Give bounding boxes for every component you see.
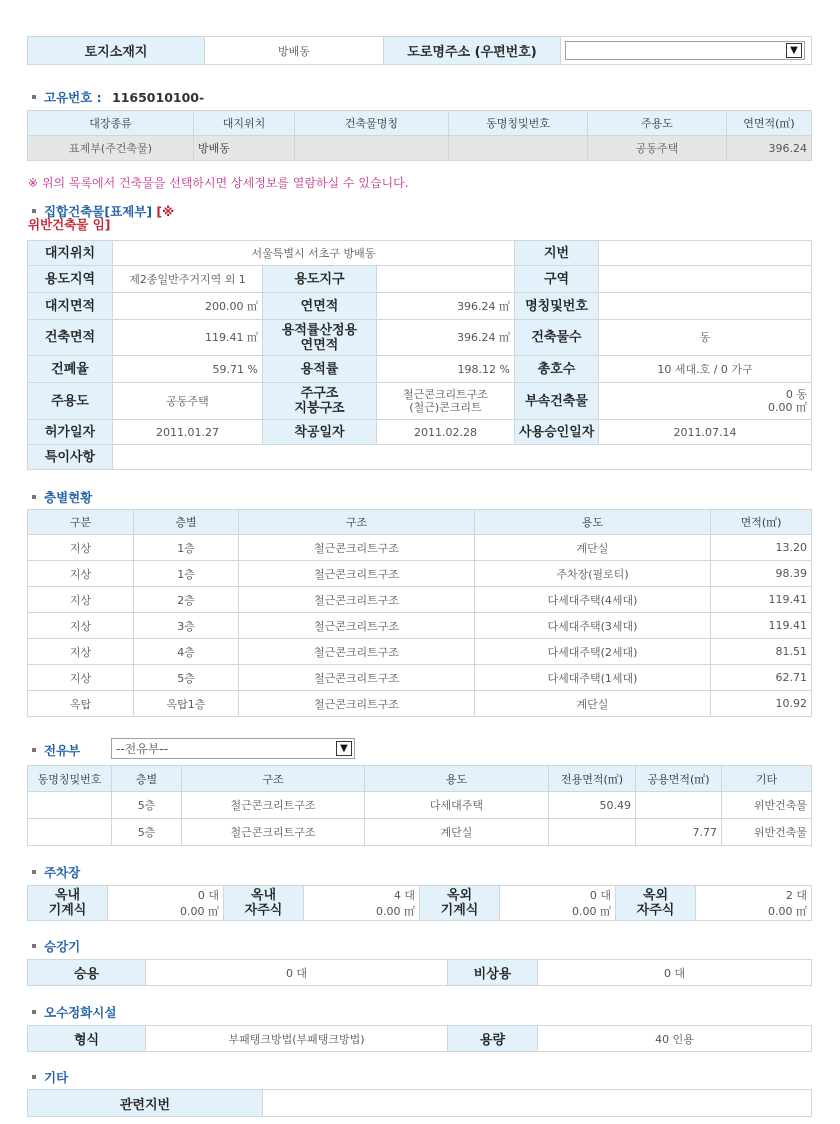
elevator-heading (32, 937, 80, 955)
unit-structure: 철근콘크리트구조 (182, 819, 365, 846)
unique-number-value: 1165010100- (112, 90, 205, 105)
floor-type: 지상 (28, 535, 134, 561)
table-row (28, 613, 812, 639)
floor-area: 81.51 (711, 639, 812, 665)
floor-area: 62.71 (711, 665, 812, 691)
site-location-value: 서울특별시 서초구 방배동 (113, 241, 515, 266)
floor-structure: 철근콘크리트구조 (239, 665, 475, 691)
floor-use: 다세대주택(3세대) (475, 613, 711, 639)
floor-use: 다세대주택(2세대) (475, 639, 711, 665)
far-area-value: 396.24 ㎡ (377, 320, 515, 356)
floor-area: 10.92 (711, 691, 812, 717)
bullet-icon (32, 95, 36, 99)
unit-use: 계단실 (365, 819, 549, 846)
main-use-label: 주용도 (28, 383, 113, 420)
register-list-row[interactable] (28, 136, 812, 161)
parking-area: 0.00 ㎡ (376, 905, 415, 918)
unit-common-area (636, 792, 722, 819)
register-location: 방배동 (194, 136, 295, 161)
elevator-emergency-value: 0 대 (538, 960, 812, 986)
floor-structure: 철근콘크리트구조 (239, 613, 475, 639)
road-address-label: 도로명주소 (우편번호) (384, 37, 561, 65)
district-value (377, 266, 515, 293)
bullet-icon (32, 748, 36, 752)
sewage-type-value: 부패탱크방법(부패탱크방법) (146, 1026, 448, 1052)
parking-outdoor-self-value (696, 886, 812, 921)
annex-area: 0.00 ㎡ (768, 401, 807, 414)
total-area-label: 연면적 (263, 293, 377, 320)
etc-title: 기타 (44, 1070, 69, 1085)
register-main-use: 공동주택 (588, 136, 727, 161)
parking-heading (32, 863, 80, 881)
floor-use: 계단실 (475, 691, 711, 717)
floor-level: 1층 (134, 561, 239, 587)
col-header: 전용면적(㎡) (549, 766, 636, 792)
table-row (28, 819, 812, 846)
floor-structure: 철근콘크리트구조 (239, 535, 475, 561)
floor-area: 119.41 (711, 613, 812, 639)
floor-type: 옥탑 (28, 691, 134, 717)
exclusive-header (28, 766, 812, 792)
bullet-icon (32, 209, 36, 213)
unit-floor: 5층 (112, 792, 182, 819)
col-header: 주용도 (588, 111, 727, 136)
location-bar (27, 36, 812, 65)
floors-table (27, 509, 812, 717)
bullet-icon (32, 1010, 36, 1014)
site-area-value: 200.00 ㎡ (113, 293, 263, 320)
register-list-table (27, 110, 812, 161)
parking-indoor-mech-label: 옥내 기계식 (28, 886, 108, 921)
unit-structure: 철근콘크리트구조 (182, 792, 365, 819)
building-count-label: 건축물수 (515, 320, 599, 356)
start-date-value: 2011.02.28 (377, 420, 515, 445)
households-value: 10 세대.호 / 0 가구 (599, 356, 812, 383)
road-address-select[interactable] (565, 41, 805, 60)
col-header: 구조 (239, 510, 475, 535)
parking-outdoor-mech-label: 옥외 기계식 (420, 886, 500, 921)
col-header: 동명칭및번호 (28, 766, 112, 792)
col-header: 구조 (182, 766, 365, 792)
floor-area: 13.20 (711, 535, 812, 561)
table-row (28, 665, 812, 691)
sewage-heading (32, 1003, 116, 1021)
notice-text: ※ 위의 목록에서 건축물을 선택하시면 상세정보를 열람하실 수 있습니다. (28, 176, 409, 190)
col-header: 동명칭및번호 (449, 111, 588, 136)
floor-use: 주차장(필로티) (475, 561, 711, 587)
parking-indoor-self-value (304, 886, 420, 921)
floor-type: 지상 (28, 639, 134, 665)
register-dong-name (449, 136, 588, 161)
special-notes-value (113, 445, 812, 470)
structure-value: 철근콘크리트구조 (철근)콘크리트 (377, 383, 515, 420)
related-lot-label: 관련지번 (28, 1090, 263, 1117)
parking-area: 0.00 ㎡ (768, 905, 807, 918)
unit-etc: 위반건축물 (722, 819, 812, 846)
etc-table (27, 1089, 812, 1117)
bcr-label: 건폐율 (28, 356, 113, 383)
sewage-capacity-value: 40 인용 (538, 1026, 812, 1052)
floor-structure: 철근콘크리트구조 (239, 561, 475, 587)
area-zone-label: 구역 (515, 266, 599, 293)
unit-common-area: 7.77 (636, 819, 722, 846)
floors-heading (32, 488, 92, 506)
exclusive-heading (32, 741, 80, 759)
floor-level: 2층 (134, 587, 239, 613)
related-lot-value (263, 1090, 812, 1117)
col-header: 용도 (365, 766, 549, 792)
permit-date-label: 허가일자 (28, 420, 113, 445)
zone-label: 용도지역 (28, 266, 113, 293)
road-address-cell (561, 37, 812, 65)
register-building-name (295, 136, 449, 161)
lot-label: 지번 (515, 241, 599, 266)
register-type: 표제부(주건축물) (28, 136, 194, 161)
permit-date-value: 2011.01.27 (113, 420, 263, 445)
table-row (28, 561, 812, 587)
sewage-type-label: 형식 (28, 1026, 146, 1052)
col-header: 건축물명칭 (295, 111, 449, 136)
floor-structure: 철근콘크리트구조 (239, 691, 475, 717)
floor-level: 1층 (134, 535, 239, 561)
parking-area: 0.00 ㎡ (572, 905, 611, 918)
unit-exclusive-area: 50.49 (549, 792, 636, 819)
floors-header (28, 510, 812, 535)
floor-level: 옥탑1층 (134, 691, 239, 717)
floor-use: 다세대주택(1세대) (475, 665, 711, 691)
chevron-down-icon: ▼ (336, 741, 352, 756)
bullet-icon (32, 495, 36, 499)
site-area-label: 대지면적 (28, 293, 113, 320)
building-count-value: 동 (599, 320, 812, 356)
floor-structure: 철근콘크리트구조 (239, 639, 475, 665)
floor-type: 지상 (28, 587, 134, 613)
bullet-icon (32, 870, 36, 874)
elevator-passenger-value: 0 대 (146, 960, 448, 986)
floor-level: 5층 (134, 665, 239, 691)
name-label: 명칭및번호 (515, 293, 599, 320)
col-header: 기타 (722, 766, 812, 792)
col-header: 용도 (475, 510, 711, 535)
floor-type: 지상 (28, 613, 134, 639)
floor-area: 119.41 (711, 587, 812, 613)
far-value: 198.12 % (377, 356, 515, 383)
unit-dong (28, 792, 112, 819)
start-date-label: 착공일자 (263, 420, 377, 445)
col-header: 층별 (134, 510, 239, 535)
parking-count: 0 대 (589, 889, 611, 902)
floor-type: 지상 (28, 665, 134, 691)
parking-count: 4 대 (393, 889, 415, 902)
etc-heading (32, 1068, 68, 1086)
parking-count: 0 대 (197, 889, 219, 902)
chevron-down-icon: ▼ (786, 43, 802, 58)
annex-count: 0 동 (785, 388, 807, 401)
floor-level: 4층 (134, 639, 239, 665)
unit-use: 다세대주택 (365, 792, 549, 819)
approval-date-label: 사용승인일자 (515, 420, 599, 445)
parking-outdoor-mech-value (500, 886, 616, 921)
annex-value (599, 383, 812, 420)
area-zone-value (599, 266, 812, 293)
table-row (28, 792, 812, 819)
exclusive-table (27, 765, 812, 846)
table-row (28, 639, 812, 665)
col-header: 층별 (112, 766, 182, 792)
sewage-title: 오수정화시설 (44, 1005, 117, 1020)
building-area-label: 건축면적 (28, 320, 113, 356)
bullet-icon (32, 1075, 36, 1079)
households-label: 총호수 (515, 356, 599, 383)
violation-warning: 위반건축물 임] (28, 217, 111, 232)
table-row (28, 691, 812, 717)
floor-area: 98.39 (711, 561, 812, 587)
location-value: 방배동 (205, 37, 384, 65)
register-total-area: 396.24 (727, 136, 812, 161)
district-label: 용도지구 (263, 266, 377, 293)
parking-outdoor-self-label: 옥외 자주식 (616, 886, 696, 921)
zone-value: 제2종일반주거지역 외 1 (113, 266, 263, 293)
elevator-emergency-label: 비상용 (448, 960, 538, 986)
approval-date-value: 2011.07.14 (599, 420, 812, 445)
elevator-title: 승강기 (44, 939, 81, 954)
far-label: 용적률 (263, 356, 377, 383)
bullet-icon (32, 944, 36, 948)
total-area-value: 396.24 ㎡ (377, 293, 515, 320)
table-row (28, 535, 812, 561)
unit-floor: 5층 (112, 819, 182, 846)
exclusive-select[interactable] (111, 738, 355, 759)
far-area-label: 용적률산정용 연면적 (263, 320, 377, 356)
elevator-table (27, 959, 812, 986)
parking-indoor-self-label: 옥내 자주식 (224, 886, 304, 921)
title-section-label: 집합건축물[표제부] (44, 204, 153, 219)
floor-level: 3층 (134, 613, 239, 639)
parking-count: 2 대 (785, 889, 807, 902)
floor-type: 지상 (28, 561, 134, 587)
violation-warn-prefix: [※ (156, 204, 175, 219)
main-use-value: 공동주택 (113, 383, 263, 420)
col-header: 공용면적(㎡) (636, 766, 722, 792)
col-header: 대지위치 (194, 111, 295, 136)
exclusive-select-value: --전유부-- (116, 742, 169, 756)
register-list-header (28, 111, 812, 136)
parking-title: 주차장 (44, 865, 81, 880)
unique-number (32, 88, 204, 106)
col-header: 대장종류 (28, 111, 194, 136)
sewage-capacity-label: 용량 (448, 1026, 538, 1052)
parking-indoor-mech-value (108, 886, 224, 921)
annex-label: 부속건축물 (515, 383, 599, 420)
floor-structure: 철근콘크리트구조 (239, 587, 475, 613)
structure-label: 주구조 지붕구조 (263, 383, 377, 420)
col-header: 면적(㎡) (711, 510, 812, 535)
site-location-label: 대지위치 (28, 241, 113, 266)
exclusive-title: 전유부 (44, 743, 81, 758)
building-area-value: 119.41 ㎡ (113, 320, 263, 356)
floor-use: 다세대주택(4세대) (475, 587, 711, 613)
lot-value (599, 241, 812, 266)
name-value (599, 293, 812, 320)
table-row (28, 587, 812, 613)
unit-dong (28, 819, 112, 846)
parking-table (27, 885, 812, 921)
col-header: 구분 (28, 510, 134, 535)
unique-number-label: 고유번호 : (44, 90, 102, 105)
col-header: 연면적(㎡) (727, 111, 812, 136)
unit-etc: 위반건축물 (722, 792, 812, 819)
bcr-value: 59.71 % (113, 356, 263, 383)
parking-area: 0.00 ㎡ (180, 905, 219, 918)
sewage-table (27, 1025, 812, 1052)
unit-exclusive-area (549, 819, 636, 846)
special-notes-label: 특이사항 (28, 445, 113, 470)
title-detail-table (27, 240, 812, 470)
location-label: 토지소재지 (28, 37, 205, 65)
elevator-passenger-label: 승용 (28, 960, 146, 986)
floor-use: 계단실 (475, 535, 711, 561)
floors-title: 층별현황 (44, 490, 93, 505)
